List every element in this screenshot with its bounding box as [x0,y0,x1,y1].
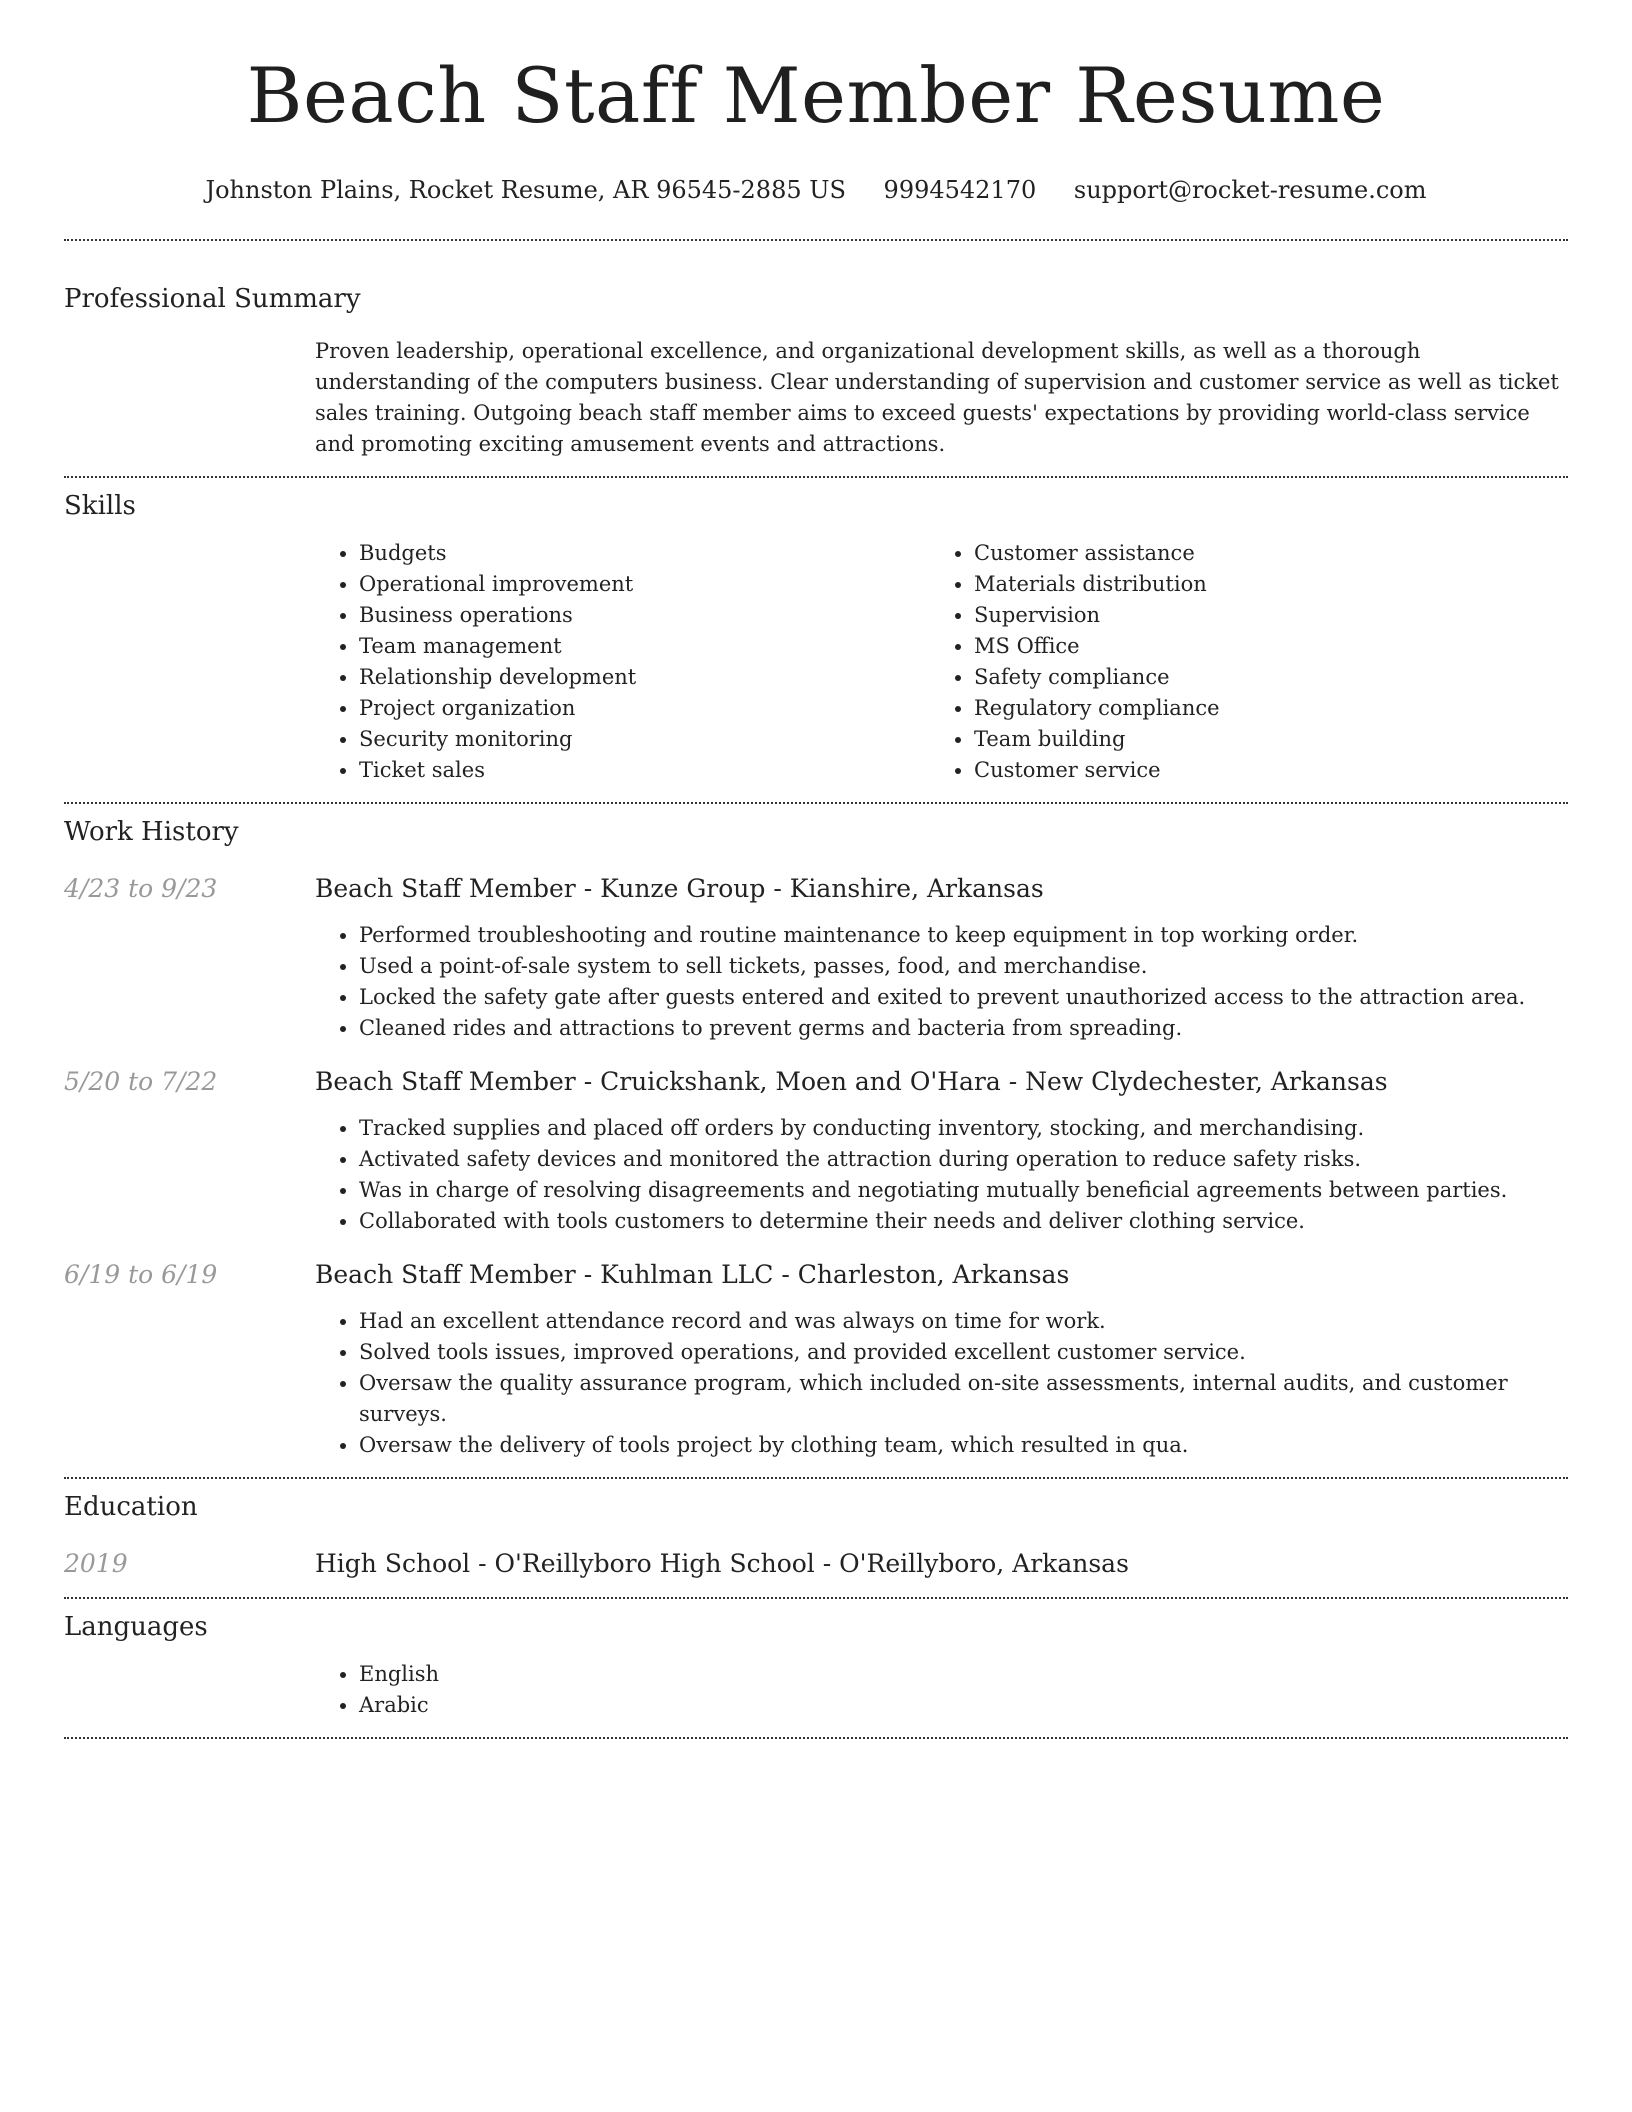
section-title-work: Work History [64,817,239,847]
divider [64,1477,1568,1479]
work-date: 6/19 to 6/19 [64,1260,218,1289]
skill-item: • Materials distribution [974,569,1545,600]
work-bullet: • Collaborated with tools customers to determine their needs and deliver clothing service. [359,1206,1568,1237]
work-bullet: • Oversaw the delivery of tools project by clothing team, which resulted in qua. [359,1430,1568,1461]
work-bullet: • Locked the safety gate after guests entered and exited to prevent unauthorized access to the attraction area. [359,982,1568,1013]
work-bullets [315,1113,1568,1237]
skill-item: • Team management [359,631,930,662]
section-title-education: Education [64,1492,198,1522]
work-bullets [315,1306,1568,1461]
work-heading: Beach Staff Member - Kunze Group - Kianshire, Arkansas [315,874,1044,903]
summary-text: Proven leadership, operational excellence, and organizational development skills, as well as a thorough understanding of the computers business. Clear understanding of supervision and customer service as well as ticket sales training. Outgoing beach staff member aims to exceed guests' expectations by providing world-class service and promoting exciting amusement events and attractions. [315,339,1559,456]
language-item: • Arabic [359,1690,1568,1721]
work-date: 5/20 to 7/22 [64,1067,218,1096]
skill-item: • Security monitoring [359,724,930,755]
work-heading: Beach Staff Member - Cruickshank, Moen and O'Hara - New Clydechester, Arkansas [315,1067,1388,1096]
contact-phone: 9994542170 [883,176,1037,204]
skills-column-left [315,538,930,786]
languages-list [315,1659,1568,1721]
work-heading: Beach Staff Member - Kuhlman LLC - Charleston, Arkansas [315,1260,1070,1289]
work-entry [64,1258,1568,1461]
divider [64,1597,1568,1599]
skill-item: • Regulatory compliance [974,693,1545,724]
skill-item: • Team building [974,724,1545,755]
skill-item: • MS Office [974,631,1545,662]
work-bullet: • Activated safety devices and monitored the attraction during operation to reduce safety risks. [359,1144,1568,1175]
resume-title: Beach Staff Member Resume [246,51,1386,140]
work-bullet: • Was in charge of resolving disagreements and negotiating mutually beneficial agreements between parties. [359,1175,1568,1206]
skills-list [315,538,1568,786]
work-date: 4/23 to 9/23 [64,874,218,903]
contact-email: support@rocket-resume.com [1073,176,1427,204]
work-bullets [315,920,1568,1044]
skill-item: • Customer assistance [974,538,1545,569]
education-date: 2019 [64,1549,128,1578]
work-bullet: • Used a point-of-sale system to sell tickets, passes, food, and merchandise. [359,951,1568,982]
work-entry [64,872,1568,1044]
work-bullet: • Solved tools issues, improved operations, and provided excellent customer service. [359,1337,1568,1368]
skill-item: • Ticket sales [359,755,930,786]
skill-item: • Project organization [359,693,930,724]
resume-page [64,0,1568,1739]
skills-column-right [930,538,1545,786]
education-entry [64,1547,1568,1581]
skill-item: • Relationship development [359,662,930,693]
divider [64,239,1568,241]
section-title-languages: Languages [64,1612,208,1642]
section-title-skills: Skills [64,491,136,521]
work-bullet: • Had an excellent attendance record and was always on time for work. [359,1306,1568,1337]
section-title-summary: Professional Summary [64,284,361,314]
divider [64,476,1568,478]
work-bullet: • Cleaned rides and attractions to prevent germs and bacteria from spreading. [359,1013,1568,1044]
skill-item: • Operational improvement [359,569,930,600]
work-bullet: • Performed troubleshooting and routine maintenance to keep equipment in top working order. [359,920,1568,951]
education-heading: High School - O'Reillyboro High School - O'Reillyboro, Arkansas [315,1549,1129,1578]
divider [64,1737,1568,1739]
contact-line [64,174,1568,206]
work-entry [64,1065,1568,1237]
language-item: • English [359,1659,1568,1690]
skill-item: • Supervision [974,600,1545,631]
skill-item: • Safety compliance [974,662,1545,693]
divider [64,802,1568,804]
skill-item: • Budgets [359,538,930,569]
work-bullet: • Oversaw the quality assurance program, which included on-site assessments, internal audits, and customer surveys. [359,1368,1568,1430]
contact-address: Johnston Plains, Rocket Resume, AR 96545-2885 US [205,176,846,204]
skill-item: • Customer service [974,755,1545,786]
skill-item: • Business operations [359,600,930,631]
work-bullet: • Tracked supplies and placed off orders by conducting inventory, stocking, and merchandising. [359,1113,1568,1144]
